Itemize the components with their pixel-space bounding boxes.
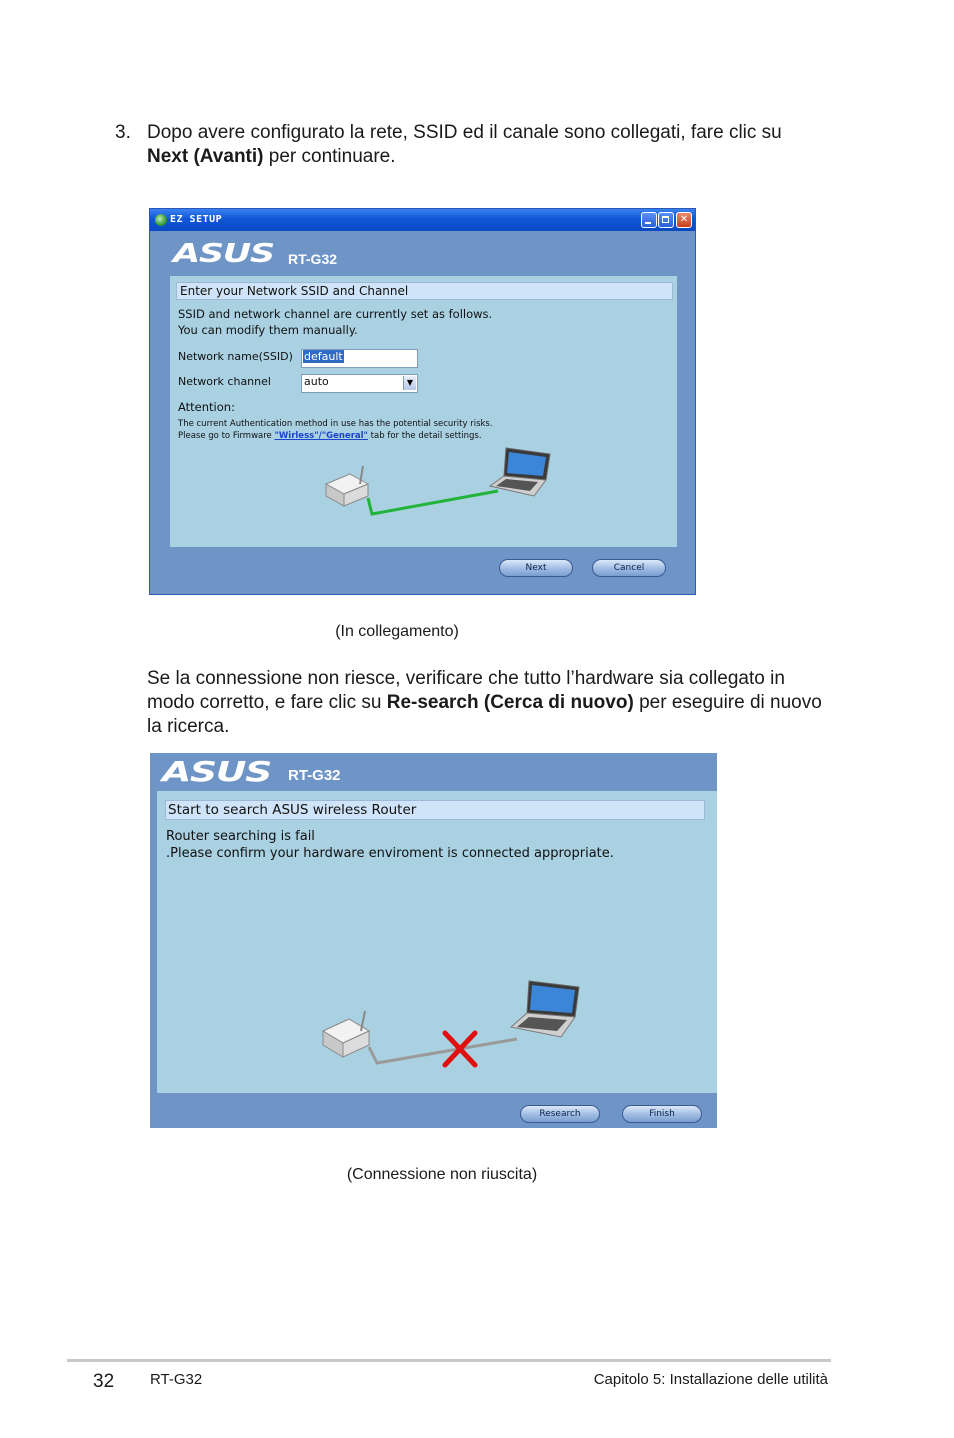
laptop-icon <box>511 981 579 1037</box>
firmware-settings-link[interactable]: "Wirless"/"General" <box>274 431 368 441</box>
minimize-button[interactable] <box>641 212 657 228</box>
model-label: RT-G32 <box>288 767 341 784</box>
connection-illustration <box>320 436 560 546</box>
footer-model: RT-G32 <box>150 1371 203 1388</box>
disconnected-line <box>369 1039 517 1063</box>
maximize-button[interactable] <box>658 212 674 228</box>
failure-instruction: Se la connessione non riesce, verificare che tutto l’hardware sia collegato in modo corretto, e fare clic su Re-search (Cerca di nuovo) per eseguire di nuovo la ricerca. <box>147 668 822 737</box>
step-number: 3. <box>115 122 131 143</box>
window-title: EZ SETUP <box>170 214 223 225</box>
channel-select[interactable]: auto ▼ <box>301 374 418 393</box>
footer-divider <box>67 1359 831 1362</box>
section-title: Enter your Network SSID and Channel <box>176 282 673 300</box>
section-title: Start to search ASUS wireless Router <box>165 800 705 820</box>
connected-line <box>368 491 498 514</box>
content-panel <box>157 791 717 1093</box>
page-number: 32 <box>93 1371 115 1392</box>
caption-connecting: (In collegamento) <box>335 623 459 640</box>
info-text: SSID and network channel are currently set as follows. You can modify them manually. <box>178 307 493 337</box>
asus-logo: ASUS <box>173 239 274 269</box>
cancel-button[interactable]: Cancel <box>592 559 666 577</box>
fail-x-icon <box>445 1033 475 1065</box>
research-button[interactable]: Research <box>520 1105 600 1123</box>
close-button[interactable]: ✕ <box>676 212 692 228</box>
app-icon <box>155 214 167 226</box>
re-search-label: Re-search (Cerca di nuovo) <box>386 692 634 713</box>
next-avanti-label: Next (Avanti) <box>147 146 264 167</box>
search-fail-window <box>150 753 717 1128</box>
footer-chapter: Capitolo 5: Installazione delle utilità <box>593 1371 828 1388</box>
asus-logo: ASUS <box>162 755 272 788</box>
fail-message: Router searching is fail .Please confirm your hardware enviroment is connected appropriate. <box>166 829 614 861</box>
laptop-icon <box>490 448 550 496</box>
caption-failed: (Connessione non riuscita) <box>346 1166 538 1183</box>
router-icon <box>323 1011 369 1057</box>
failed-connection-illustration <box>317 971 587 1091</box>
step-instruction: Dopo avere configurato la rete, SSID ed il canale sono collegati, fare clic su Next (Avanti) per continuare. <box>147 122 782 167</box>
content-panel <box>170 276 677 547</box>
ssid-label: Network name(SSID) <box>178 350 293 363</box>
next-button[interactable]: Next <box>499 559 573 577</box>
window-titlebar <box>150 209 695 231</box>
ssid-input[interactable]: default <box>301 349 418 368</box>
finish-button[interactable]: Finish <box>622 1105 702 1123</box>
attention-label: Attention: <box>178 400 235 414</box>
attention-text: The current Authentication method in use has the potential security risks. Please go to Firmware "Wirless"/"General" tab for the detail settings. <box>178 419 493 441</box>
model-label: RT-G32 <box>288 251 338 267</box>
chevron-down-icon[interactable]: ▼ <box>403 376 416 390</box>
ez-setup-window <box>149 208 696 595</box>
router-icon <box>326 466 368 506</box>
channel-label: Network channel <box>178 375 271 388</box>
